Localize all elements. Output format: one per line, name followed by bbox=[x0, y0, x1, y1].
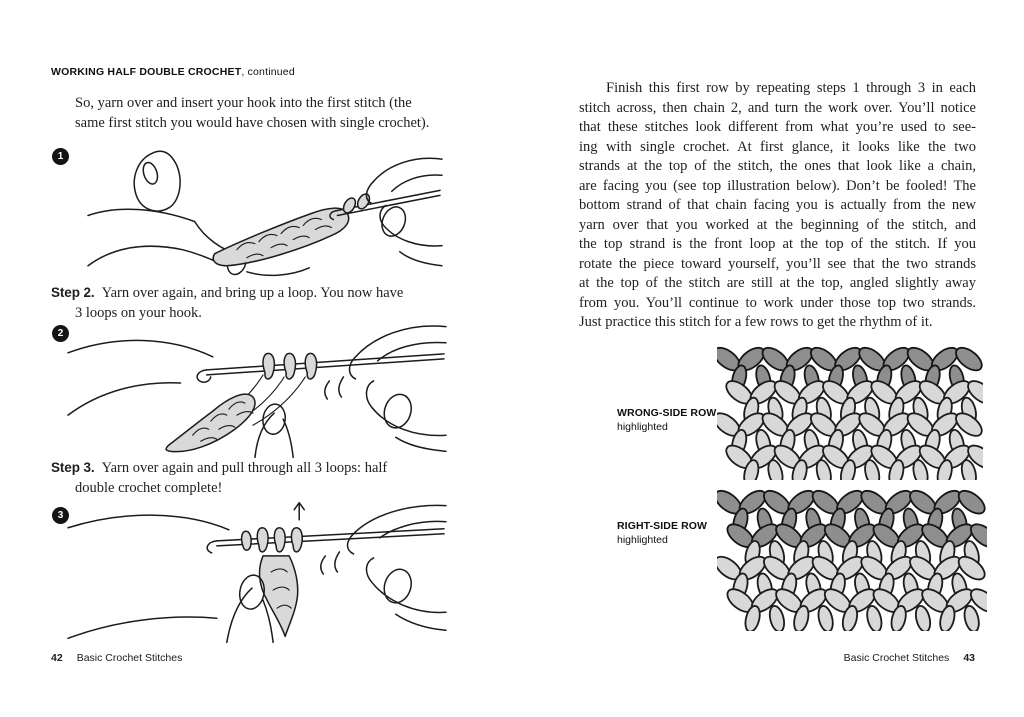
step-2-line2: 3 loops on your hook. bbox=[75, 305, 202, 321]
intro-paragraph: So, yarn over and insert your hook into the first stitch (the same first stitch you would have chosen with single crochet). bbox=[75, 95, 430, 131]
wrong-side-swatch-illustration bbox=[717, 346, 983, 480]
left-page-number: 42 bbox=[51, 652, 63, 664]
step-2-text bbox=[51, 283, 403, 323]
wrong-side-row-sub: highlighted bbox=[617, 421, 668, 433]
left-footer-section: Basic Crochet Stitches bbox=[76, 652, 183, 664]
step-1-badge: 1 bbox=[52, 148, 69, 165]
step2-hands-illustration bbox=[66, 318, 448, 458]
body-paragraph: Finish this first row by repeating steps 1 through 3 in each stitch across, then chain 2, and turn the work over. You’ll notice that these stitches look different from what you’re used to see- ing with single crochet. At first glance, it looks like the two strands at the top of the stitch, the ones that look like a chain, are facing you (see top illustration below). Don’t be fooled! The bottom strand of that chain facing you is actually from the new yarn over that you worked at the beginning of the stitch, and the top strand is the front loop at the top of the stitch. If you rotate the piece toward yourself, you’ll see that the two strands at the top of the stitch are still at the top, angled slightly away from you. You’ll continue to work under those top two strands. Just practice this stitch for a few rows to get the rhythm of it. bbox=[579, 80, 976, 330]
step-3-badge: 3 bbox=[52, 507, 69, 524]
step-2-label: Step 2. bbox=[51, 285, 95, 300]
step-2-badge: 2 bbox=[52, 325, 69, 342]
step-3-line2: double crochet complete! bbox=[75, 480, 223, 496]
step-3-line1: Yarn over again and pull through all 3 loops: half bbox=[101, 460, 388, 476]
wrong-side-row-title: WRONG-SIDE ROW bbox=[617, 407, 717, 419]
right-side-swatch-illustration bbox=[717, 489, 987, 631]
right-side-row-sub: highlighted bbox=[617, 534, 668, 546]
left-page-footer bbox=[51, 652, 182, 664]
running-header-suffix: , continued bbox=[241, 66, 295, 78]
right-footer-section: Basic Crochet Stitches bbox=[843, 652, 950, 664]
step1-hands-illustration bbox=[86, 148, 444, 284]
step-3-label: Step 3. bbox=[51, 460, 95, 475]
running-header-title: WORKING HALF DOUBLE CROCHET bbox=[51, 66, 242, 78]
step-2-line1: Yarn over again, and bring up a loop. You now have bbox=[101, 285, 404, 301]
right-page-number: 43 bbox=[963, 652, 975, 664]
step3-hands-illustration bbox=[66, 498, 448, 644]
right-side-row-label bbox=[617, 519, 727, 547]
running-header bbox=[51, 66, 295, 78]
right-side-row-title: RIGHT-SIDE ROW bbox=[617, 520, 708, 532]
step-3-text bbox=[51, 458, 387, 498]
wrong-side-row-label bbox=[617, 406, 727, 434]
right-page-footer bbox=[844, 652, 975, 664]
